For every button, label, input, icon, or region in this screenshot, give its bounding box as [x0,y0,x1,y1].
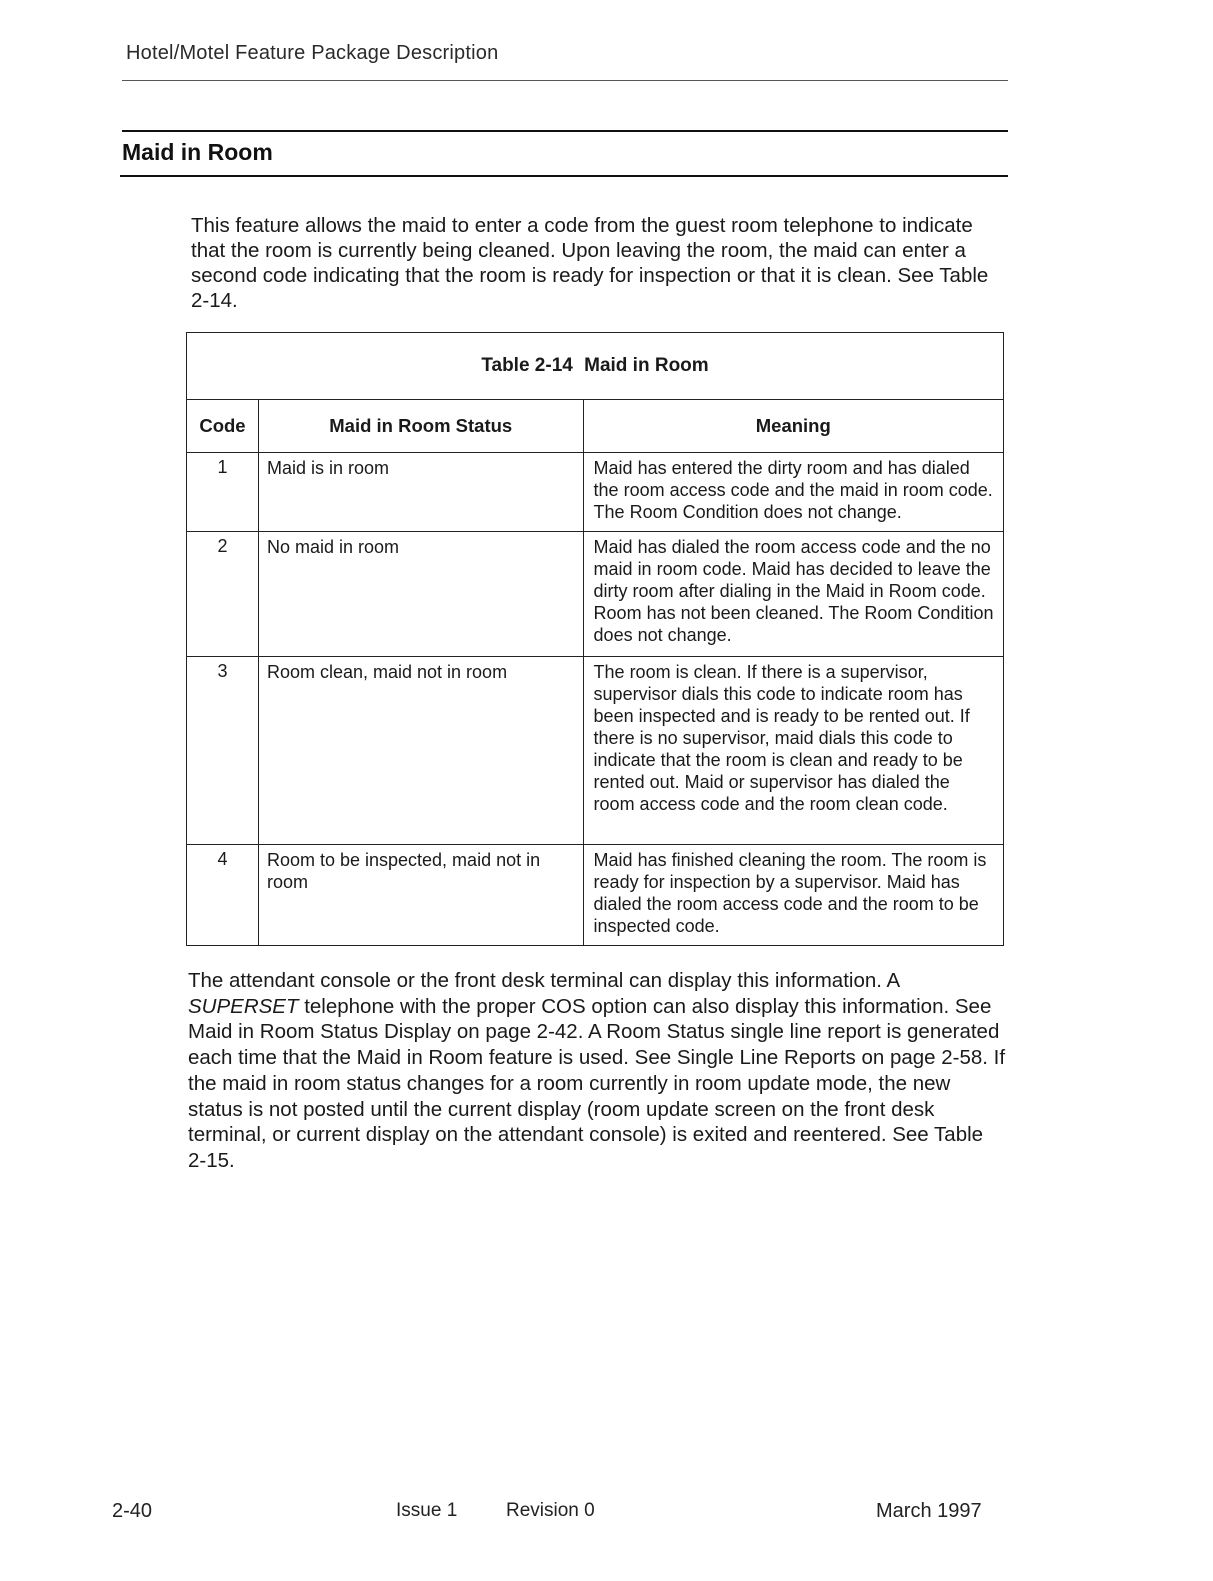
code-cell: 2 [187,532,259,657]
table-row [187,845,1004,946]
code-cell: 1 [187,453,259,532]
section-title: Maid in Room [122,139,273,165]
code-cell: 4 [187,845,259,946]
table-row [187,453,1004,532]
title-rule-bottom [120,175,1008,177]
column-header-status: Maid in Room Status [258,400,583,453]
publication-date: March 1997 [876,1500,982,1522]
table-title: Maid in Room [584,355,709,376]
closing-paragraph [188,968,1006,1174]
status-cell: Maid is in room [258,453,583,532]
issue-label: Issue 1 [396,1500,458,1521]
header-rule [122,80,1008,81]
meaning-cell: Maid has entered the dirty room and has dialed the room access code and the maid in room code. The Room Condition does not change. [583,453,1003,532]
intro-paragraph: This feature allows the maid to enter a code from the guest room telephone to indicate that the room is currently being cleaned. Upon leaving the room, the maid can enter a second code indicating that the room is ready for inspection or that it is clean. See Table 2-14. [191,214,989,312]
table-caption [187,333,1004,400]
table-row [187,532,1004,657]
status-cell: Room to be inspected, maid not in room [258,845,583,946]
closing-text-after: telephone with the proper COS option can also display this information. See Maid in Room Status Display on page 2-42. A Room Status single line report is generated each time that the Maid in Room feature is used. See Single Line Reports on page 2-58. If the maid in room status changes for a room currently in room update mode, the new status is not posted until the current display (room update screen on the front desk terminal, or current display on the attendant console) is exited and reentered. See Table 2-15. [188,994,1006,1172]
closing-text-before: The attendant console or the front desk terminal can display this information. A [188,969,900,992]
meaning-cell: Maid has dialed the room access code and the no maid in room code. Maid has decided to leave the dirty room after dialing in the Maid in Room code. Room has not been cleaned. The Room Condition does not change. [583,532,1003,657]
column-header-meaning: Meaning [583,400,1003,453]
revision-label: Revision 0 [506,1500,595,1521]
superset-term: SUPERSET [188,994,299,1018]
maid-in-room-table [186,332,1004,946]
meaning-cell: The room is clean. If there is a supervisor, supervisor dials this code to indicate room has been inspected and is ready to be rented out. If there is no supervisor, maid dials this code to indicate that the room is clean and ready to be rented out. Maid or supervisor has dialed the room access code and the room clean code. [583,657,1003,845]
status-cell: Room clean, maid not in room [258,657,583,845]
title-rule-top [122,130,1008,132]
page-number: 2-40 [112,1500,153,1522]
running-head: Hotel/Motel Feature Package Description [126,42,499,64]
status-cell: No maid in room [258,532,583,657]
table-row [187,657,1004,845]
code-cell: 3 [187,657,259,845]
table-header-row [187,400,1004,453]
meaning-cell: Maid has finished cleaning the room. The room is ready for inspection by a supervisor. Maid has dialed the room access code and the room to be inspected code. [583,845,1003,946]
table-number: Table 2-14 [481,355,573,376]
column-header-code: Code [187,400,259,453]
